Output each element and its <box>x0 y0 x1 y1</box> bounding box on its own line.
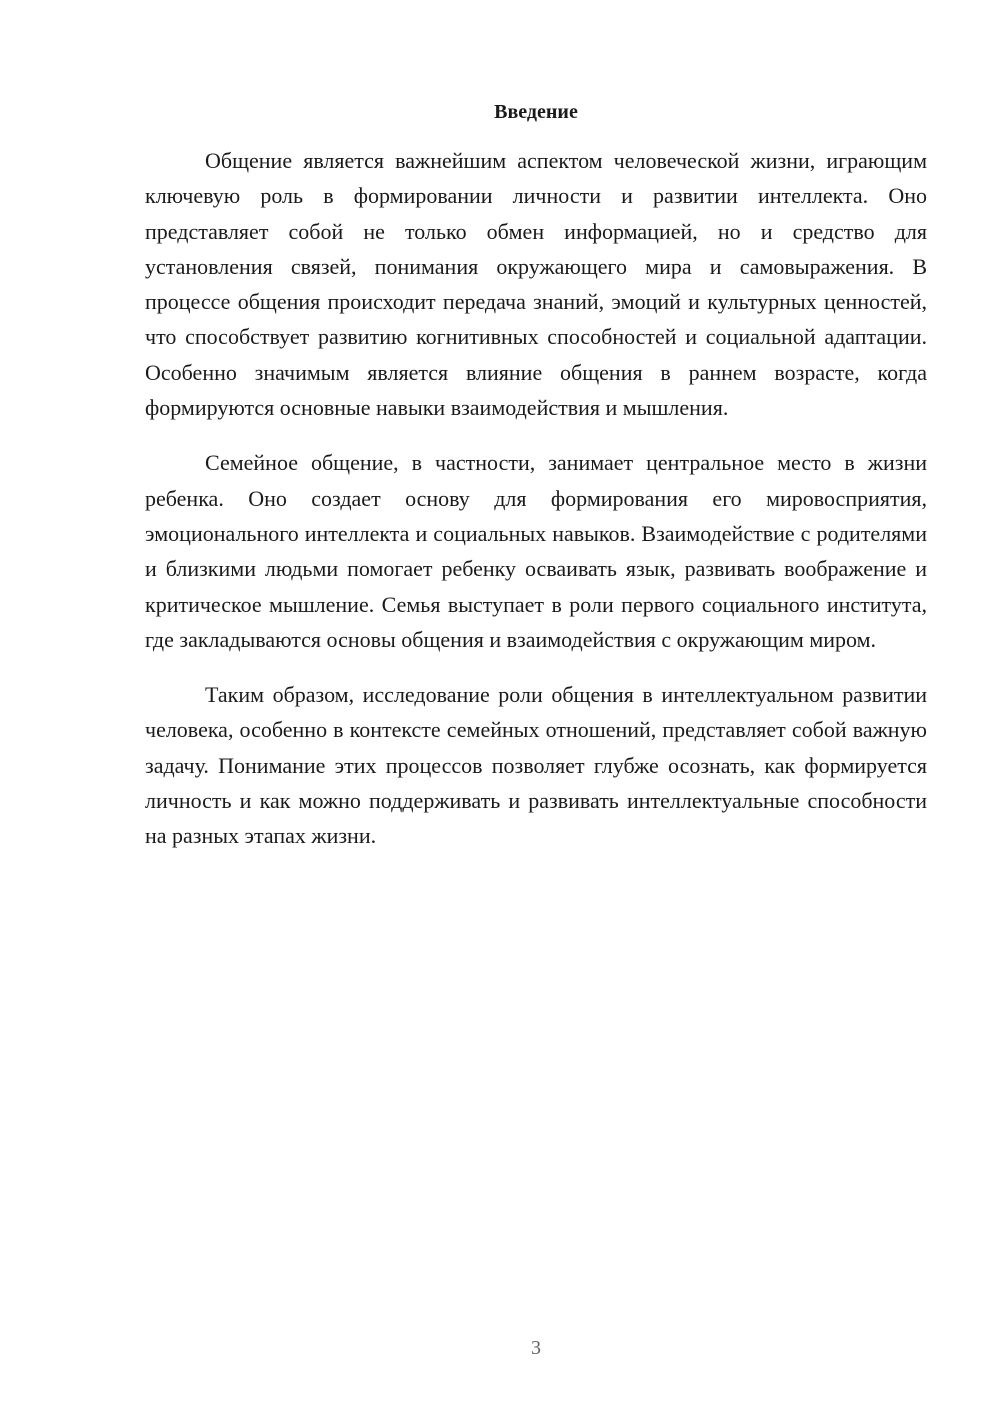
body-text <box>145 143 927 874</box>
paragraph-1: Общение является важнейшим аспектом человеческой жизни, играющим ключевую роль в формировании личности и развитии интеллекта. Оно представляет собой не только обмен информацией, но и средство для установления связей, понимания окружающего мира и самовыражения. В процессе общения происходит передача знаний, эмоций и культурных ценностей, что способствует развитию когнитивных способностей и социальной адаптации. Особенно значимым является влияние общения в раннем возрасте, когда формируются основные навыки взаимодействия и мышления. <box>145 148 927 421</box>
page-number: 3 <box>531 1337 541 1359</box>
paragraph-2: Семейное общение, в частности, занимает центральное место в жизни ребенка. Оно создает основу для формирования его мировосприятия, эмоционального интеллекта и социальных навыков. Взаимодействие с родителями и близкими людьми помогает ребенку осваивать язык, развивать воображение и критическое мышление. Семья выступает в роли первого социального института, где закладываются основы общения и взаимодействия с окружающим миром. <box>145 450 927 652</box>
paragraph-3: Таким образом, исследование роли общения в интеллектуальном развитии человека, особенно в контексте семейных отношений, представляет собой важную задачу. Понимание этих процессов позволяет глубже осознать, как формируется личность и как можно поддерживать и развивать интеллектуальные способности на разных этапах жизни. <box>145 682 927 849</box>
section-heading: Введение <box>494 101 578 123</box>
